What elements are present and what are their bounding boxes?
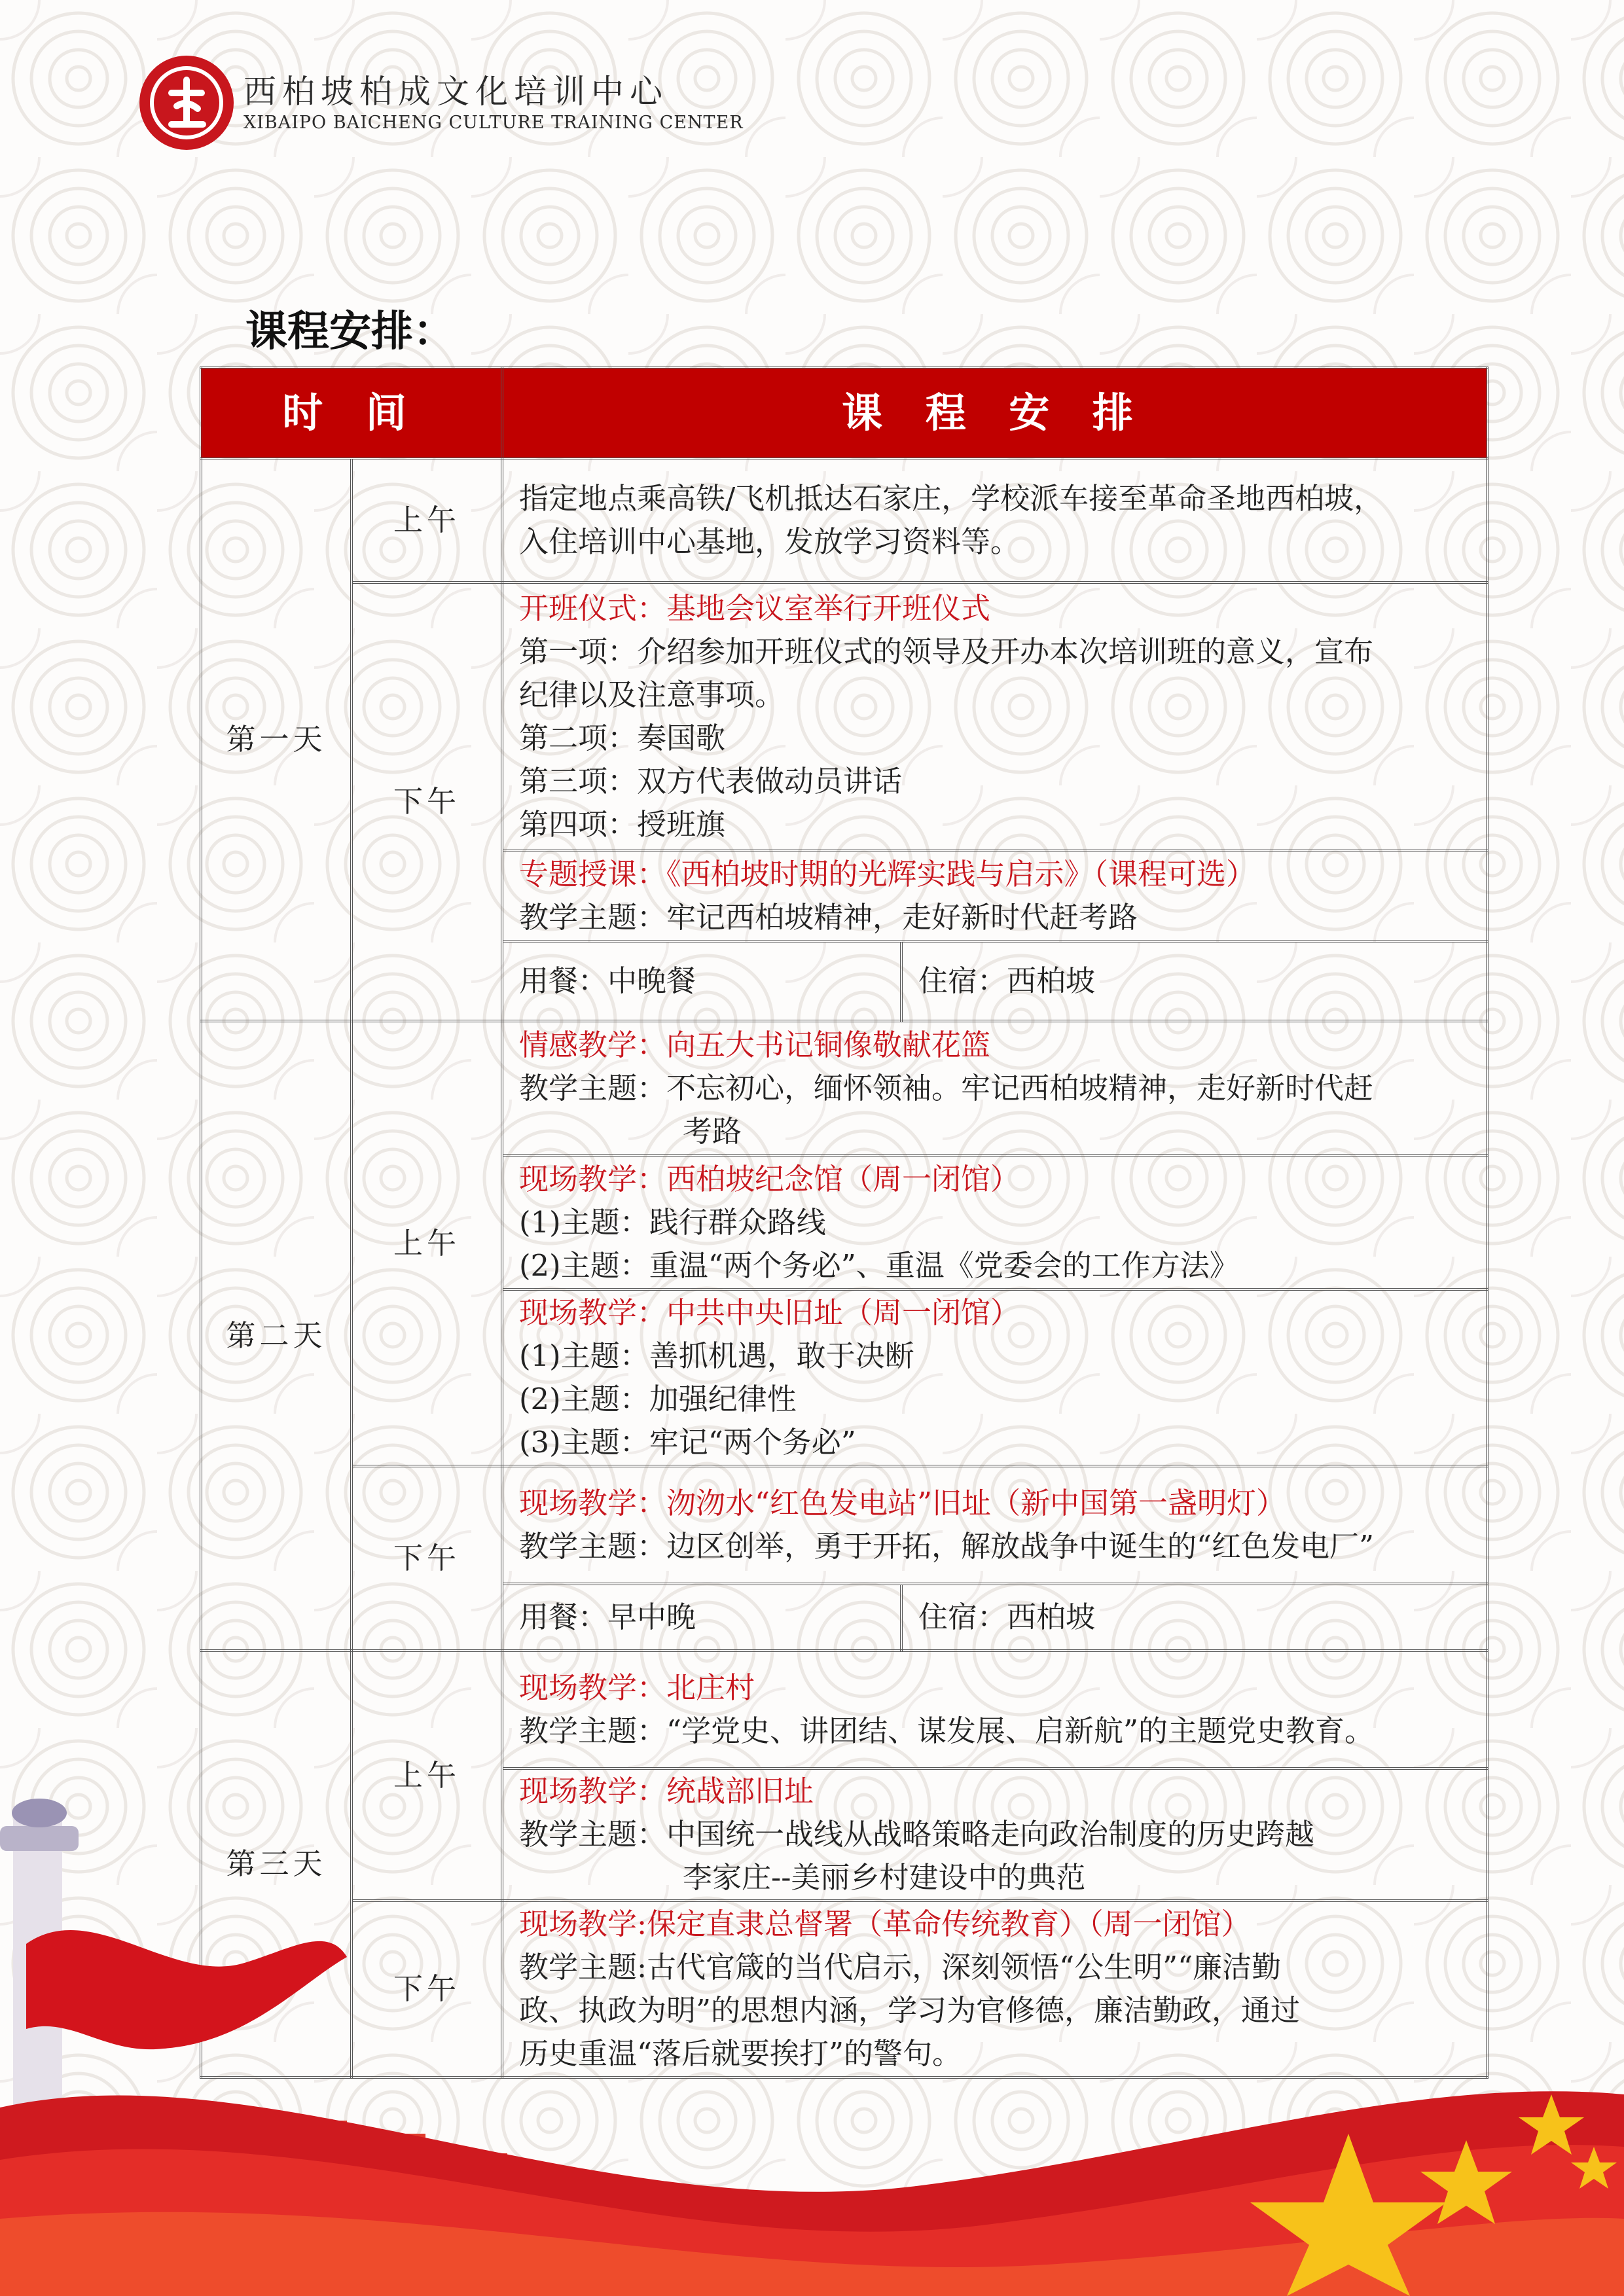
day2-meals: 用餐：早中晚 (502, 1584, 901, 1651)
day1-arrival-text-1: 指定地点乘高铁/飞机抵达石家庄，学校派车接至革命圣地西柏坡， (519, 481, 1384, 516)
red-circle-seal-icon (137, 54, 236, 152)
day2-item1-theme-b: 考路 (683, 1113, 742, 1149)
day3-item2-title: 现场教学：统战部旧址 (519, 1774, 814, 1808)
day2-item3-title: 现场教学：中共中央旧址（周一闭馆） (519, 1295, 1020, 1330)
day2-item2-line1: (1)主题：践行群众路线 (519, 1204, 826, 1240)
table-row (201, 1466, 1487, 1584)
day3-item1-title: 现场教学：北庄村 (519, 1670, 755, 1705)
day1-ceremony-item-4: 第四项：授班旗 (519, 807, 726, 842)
day1-ceremony-item-1b: 纪律以及注意事项。 (519, 677, 785, 712)
header-time: 时 间 (201, 368, 502, 458)
day1-lecture-cell (502, 851, 1487, 941)
header-schedule: 课 程 安 排 (502, 368, 1487, 458)
day2-item2-title: 现场教学：西柏坡纪念馆（周一闭馆） (519, 1161, 1020, 1196)
day3-item2-theme-b: 李家庄--美丽乡村建设中的典范 (683, 1860, 1086, 1895)
decorative-footer-art (0, 1767, 1624, 2296)
day2-pm: 下午 (352, 1466, 502, 1651)
day2-lodging: 住宿：西柏坡 (901, 1584, 1487, 1651)
day2-item3-cell (502, 1289, 1487, 1466)
day1-meals: 用餐：中晚餐 (502, 941, 901, 1021)
day3-item3-theme-c: 历史重温“落后就要挨打”的警句。 (519, 2036, 962, 2071)
day1-lecture-theme: 教学主题：牢记西柏坡精神，走好新时代赶考路 (519, 900, 1138, 935)
day3-am: 上午 (352, 1651, 502, 1901)
day2-item1-title: 情感教学：向五大书记铜像敬献花篮 (519, 1027, 991, 1062)
table-row (201, 1651, 1487, 1768)
day1-label: 第一天 (201, 458, 352, 1021)
day3-item3-theme-b: 政、执政为明”的思想内涵，学习为官修德，廉洁勤政，通过 (519, 1993, 1301, 2028)
day2-item4-title: 现场教学：沕沕水“红色发电站”旧址（新中国第一盏明灯） (519, 1486, 1286, 1520)
org-name-cn: 西柏坡柏成文化培训中心 (244, 73, 668, 111)
section-title: 课程安排： (245, 308, 455, 356)
table-row (201, 458, 1487, 583)
ribbon-icon (26, 1930, 347, 2049)
day2-item2-cell (502, 1155, 1487, 1289)
day2-item3-line1: (1)主题：善抓机遇，敢于决断 (519, 1338, 914, 1373)
day1-lodging: 住宿：西柏坡 (901, 941, 1487, 1021)
day3-item1-theme: 教学主题：“学党史、讲团结、谋发展、启新航”的主题党史教育。 (519, 1713, 1375, 1748)
day2-item2-line2: (2)主题：重温“两个务必”、重温《党委会的工作方法》 (519, 1247, 1239, 1283)
day1-ceremony-item-1a: 第一项：介绍参加开班仪式的领导及开办本次培训班的意义，宣布 (519, 634, 1374, 669)
day1-ceremony-title: 开班仪式：基地会议室举行开班仪式 (519, 591, 991, 626)
day2-item1-theme-a: 教学主题：不忘初心，缅怀领袖。牢记西柏坡精神，走好新时代赶 (519, 1070, 1374, 1105)
day2-item4-theme: 教学主题：边区创举，勇于开拓，解放战争中诞生的“红色发电厂” (519, 1529, 1375, 1564)
day2-item1-cell (502, 1021, 1487, 1155)
day3-label: 第三天 (201, 1651, 352, 2077)
org-name-en: XIBAIPO BAICHENG CULTURE TRAINING CENTER (244, 113, 744, 133)
day1-pm: 下午 (352, 583, 502, 1021)
day3-item3-theme-a: 教学主题:古代官箴的当代启示，深刻领悟“公生明”“廉洁勤 (519, 1950, 1282, 1984)
day1-ceremony-item-2: 第二项：奏国歌 (519, 721, 726, 755)
day3-item1-cell (502, 1651, 1487, 1768)
day2-label: 第二天 (201, 1021, 352, 1651)
table-header-row (201, 368, 1487, 458)
day2-item3-line3: (3)主题：牢记“两个务必” (519, 1425, 856, 1460)
day1-am: 上午 (352, 458, 502, 583)
day2-item3-line2: (2)主题：加强纪律性 (519, 1382, 797, 1416)
day1-arrival-cell (502, 458, 1487, 583)
day3-item2-theme-a: 教学主题：中国统一战线从战略策略走向政治制度的历史跨越 (519, 1817, 1315, 1852)
day1-ceremony-item-3: 第三项：双方代表做动员讲话 (519, 764, 903, 798)
day1-ceremony-cell (502, 583, 1487, 851)
day3-pm: 下午 (352, 1901, 502, 2077)
table-row (201, 583, 1487, 851)
day3-item3-title: 现场教学:保定直隶总督署（革命传统教育）（周一闭馆） (519, 1907, 1251, 1941)
day1-lecture-title: 专题授课：《西柏坡时期的光辉实践与启示》（课程可选） (519, 857, 1256, 891)
table-row (201, 1021, 1487, 1155)
day2-am: 上午 (352, 1021, 502, 1466)
day2-item4-cell (502, 1466, 1487, 1584)
day1-arrival-text-2: 入住培训中心基地，发放学习资料等。 (519, 524, 1020, 559)
